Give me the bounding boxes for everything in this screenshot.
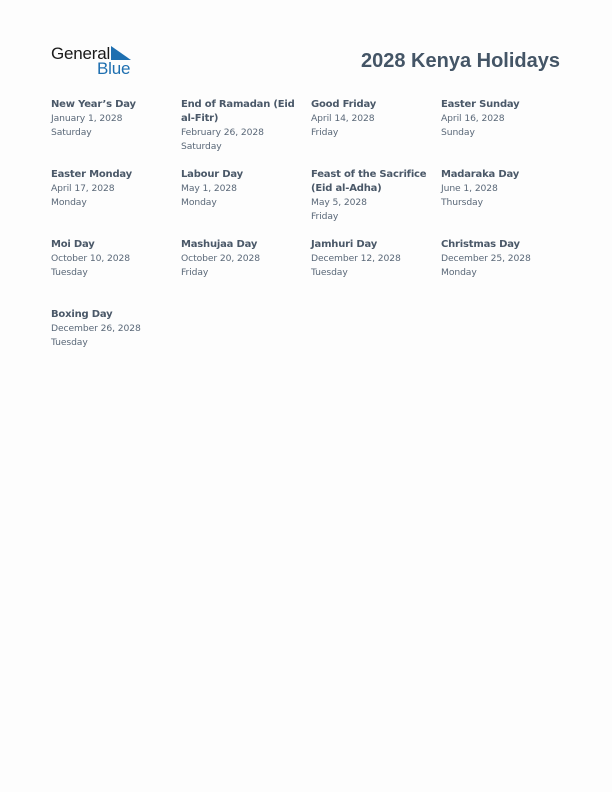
holiday-name: Boxing Day (51, 309, 113, 320)
holiday-date: January 1, 2028 (51, 113, 123, 124)
holiday-name: Labour Day (181, 169, 243, 180)
holiday-name: Jamhuri Day (311, 239, 378, 250)
holiday-date: October 10, 2028 (51, 253, 131, 264)
holiday-date: December 26, 2028 (51, 323, 141, 334)
holiday-weekday: Saturday (51, 127, 92, 138)
holiday-item (181, 238, 303, 280)
holiday-date: May 5, 2028 (311, 197, 367, 208)
holiday-date: December 12, 2028 (311, 253, 401, 264)
logo-word-general: General (51, 44, 111, 63)
holiday-item (311, 238, 433, 280)
holiday-weekday: Tuesday (311, 267, 348, 278)
holiday-weekday: Thursday (441, 197, 483, 208)
holiday-weekday: Saturday (181, 141, 222, 152)
holiday-weekday: Tuesday (51, 267, 88, 278)
holiday-weekday: Monday (51, 197, 87, 208)
holiday-name: Good Friday (311, 99, 377, 110)
holiday-weekday: Monday (441, 267, 477, 278)
holiday-item (441, 238, 563, 280)
holiday-date: May 1, 2028 (181, 183, 237, 194)
holiday-name: Easter Sunday (441, 99, 520, 110)
holiday-name: Mashujaa Day (181, 239, 258, 250)
holiday-name: End of Ramadan (Eid al-Fitr) (181, 99, 295, 124)
holiday-date: April 14, 2028 (311, 113, 375, 124)
holiday-weekday: Tuesday (51, 337, 88, 348)
holiday-date: June 1, 2028 (441, 183, 498, 194)
holiday-name: Feast of the Sacrifice (Eid al-Adha) (311, 169, 427, 194)
holiday-item (51, 98, 173, 140)
holiday-date: April 17, 2028 (51, 183, 115, 194)
logo-triangle-icon (111, 46, 131, 60)
holiday-weekday: Sunday (441, 127, 475, 138)
holiday-name: Moi Day (51, 239, 95, 250)
holiday-item (51, 308, 173, 350)
holiday-name: Madaraka Day (441, 169, 520, 180)
holiday-weekday: Friday (311, 211, 339, 222)
holiday-item (441, 98, 563, 140)
page-title: 2028 Kenya Holidays (361, 50, 560, 72)
holiday-date: October 20, 2028 (181, 253, 261, 264)
holiday-weekday: Friday (311, 127, 339, 138)
holiday-weekday: Monday (181, 197, 217, 208)
holiday-name: Christmas Day (441, 239, 520, 250)
holiday-weekday: Friday (181, 267, 209, 278)
holiday-date: April 16, 2028 (441, 113, 505, 124)
holiday-name: Easter Monday (51, 169, 132, 180)
holiday-item (311, 168, 433, 224)
holiday-item (51, 238, 173, 280)
holiday-item (441, 168, 563, 210)
generalblue-logo (51, 44, 141, 78)
holiday-item (181, 98, 303, 154)
holiday-item (181, 168, 303, 210)
holiday-date: February 26, 2028 (181, 127, 264, 138)
holiday-item (311, 98, 433, 140)
logo-word-blue: Blue (97, 59, 131, 78)
holiday-date: December 25, 2028 (441, 253, 531, 264)
holiday-item (51, 168, 173, 210)
holiday-name: New Year’s Day (51, 99, 136, 110)
